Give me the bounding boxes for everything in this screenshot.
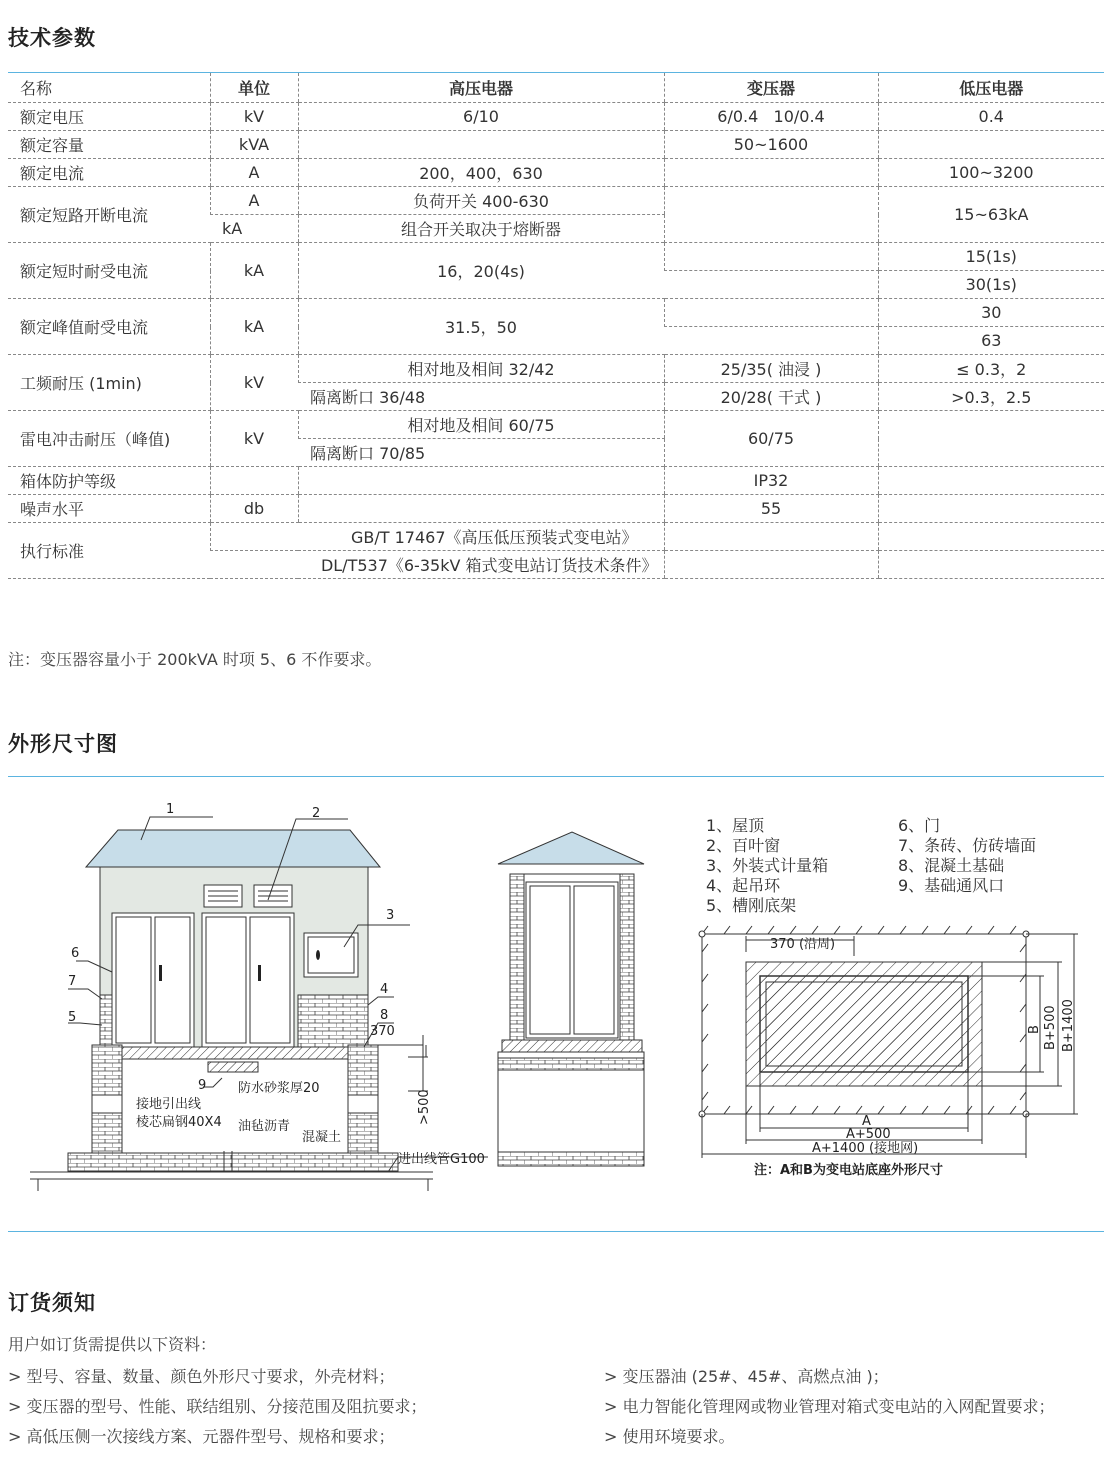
cell-name: 噪声水平 xyxy=(8,495,210,523)
legend-item: 8、混凝土基础 xyxy=(898,856,1005,875)
label-waterproof: 防水砂浆厚20 xyxy=(238,1081,320,1096)
plan-dim-a500: A+500 xyxy=(846,1127,891,1142)
cell-unit xyxy=(210,467,298,495)
side-brick-right xyxy=(620,874,634,1040)
cell-unit: kVA xyxy=(210,131,298,159)
callout-9: 9 xyxy=(198,1078,207,1093)
cell-lv xyxy=(878,551,1104,579)
cell-transformer xyxy=(664,551,878,579)
cell-name: 额定电压 xyxy=(8,103,210,131)
header-name: 名称 xyxy=(8,73,210,103)
cell-lv: 15(1s) xyxy=(878,243,1104,271)
legend-item: 9、基础通风口 xyxy=(898,876,1005,895)
cell-name: 额定容量 xyxy=(8,131,210,159)
table-row xyxy=(8,355,1104,383)
cell-transformer: 20/28( 干式 ) xyxy=(664,383,878,411)
legend-right xyxy=(898,816,1036,896)
label-flat-steel: 棱芯扁钢40X4 xyxy=(136,1115,222,1130)
cell-name: 箱体防护等级 xyxy=(8,467,210,495)
list-item: > 高低压侧一次接线方案、元器件型号、规格和要求； xyxy=(8,1427,395,1446)
label-ground-lead: 接地引出线 xyxy=(136,1097,202,1112)
callout-1: 1 xyxy=(166,802,175,817)
cell-transformer: IP32 xyxy=(664,467,878,495)
order-intro: 用户如订货需提供以下资料： xyxy=(8,1335,217,1354)
plan-dim-370: 370 (沿周) xyxy=(770,937,836,952)
cell-transformer xyxy=(664,523,878,551)
cell-unit: kA xyxy=(210,215,298,243)
cell-lv xyxy=(878,523,1104,551)
table-row xyxy=(8,495,1104,523)
cell-transformer xyxy=(664,159,878,187)
cell-hv: 隔离断口 70/85 xyxy=(298,439,664,467)
callout-7: 7 xyxy=(68,974,77,989)
vent-opening xyxy=(208,1062,258,1072)
cell-unit: db xyxy=(210,495,298,523)
table-row xyxy=(8,523,1104,551)
table-header-row xyxy=(8,73,1104,103)
list-item: > 使用环境要求。 xyxy=(604,1427,735,1446)
divider xyxy=(8,776,1104,777)
plan-note: 注：A和B为变电站底座外形尺寸 xyxy=(754,1163,943,1178)
header-unit: 单位 xyxy=(210,73,298,103)
section-title-order: 订货须知 xyxy=(8,1291,96,1315)
callout-2: 2 xyxy=(312,806,321,821)
cell-name: 额定峰值耐受电流 xyxy=(8,299,210,355)
plan-dim-b: B xyxy=(1027,1025,1042,1034)
plan-dim-a: A xyxy=(862,1114,871,1129)
cell-hv xyxy=(298,467,664,495)
table-row xyxy=(8,187,1104,215)
list-item: > 型号、容量、数量、颜色外形尺寸要求，外壳材料； xyxy=(8,1367,395,1386)
cell-hv: 负荷开关 400-630 xyxy=(298,187,664,215)
cell-hv: 相对地及相间 32/42 xyxy=(298,355,664,383)
list-item: > 变压器的型号、性能、联结组别、分接范围及阻抗要求； xyxy=(8,1397,427,1416)
cell-name: 雷电冲击耐压（峰值) xyxy=(8,411,210,467)
section-title-dimensions: 外形尺寸图 xyxy=(8,732,118,756)
plan-dim-b1400: B+1400 xyxy=(1061,999,1076,1052)
brick-wall xyxy=(298,995,368,1047)
callout-3: 3 xyxy=(386,908,395,923)
side-brick-left xyxy=(510,874,524,1040)
plan-dim-b500: B+500 xyxy=(1043,1005,1058,1050)
cell-hv xyxy=(298,131,664,159)
plan-dim-a1400: A+1400 (接地网) xyxy=(812,1141,919,1156)
list-item: > 变压器油 (25#、45#、高燃点油 )； xyxy=(604,1367,889,1386)
cell-lv: 0.4 xyxy=(878,103,1104,131)
table-row xyxy=(8,411,1104,439)
table-row xyxy=(8,159,1104,187)
cell-unit: A xyxy=(210,187,298,215)
cell-lv: 30(1s) xyxy=(878,271,1104,299)
cell-name: 额定短时耐受电流 xyxy=(8,243,210,299)
cell-lv: 15~63kA xyxy=(878,187,1104,243)
label-concrete: 混凝土 xyxy=(302,1130,342,1145)
cell-transformer xyxy=(664,187,878,243)
label-conduit: 进出线管G100 xyxy=(398,1152,485,1167)
cell-standard: GB/T 17467《高压低压预装式变电站》 xyxy=(210,523,664,551)
cell-unit: kV xyxy=(210,103,298,131)
callout-5: 5 xyxy=(68,1010,77,1025)
legend-left xyxy=(706,816,828,916)
side-elevation-drawing xyxy=(496,828,646,1178)
side-roof xyxy=(498,832,644,864)
cell-hv: 相对地及相间 60/75 xyxy=(298,411,664,439)
table-row xyxy=(8,243,1104,271)
cell-transformer: 6/0.4 10/0.4 xyxy=(664,103,878,131)
legend-item: 1、屋顶 xyxy=(706,816,765,835)
brick-wall xyxy=(100,995,112,1047)
callout-8: 8 xyxy=(380,1008,389,1023)
dim-500: >500 xyxy=(417,1089,432,1125)
cell-standard: DL/T537《6-35kV 箱式变电站订货技术条件》 xyxy=(210,551,664,579)
order-list-right xyxy=(604,1362,1055,1452)
table-row xyxy=(8,131,1104,159)
cell-hv: 隔离断口 36/48 xyxy=(298,383,664,411)
cell-lv xyxy=(878,495,1104,523)
table-row xyxy=(8,467,1104,495)
cell-unit: kV xyxy=(210,355,298,411)
cell-transformer xyxy=(664,299,878,327)
table-note: 注：变压器容量小于 200kVA 时项 5、6 不作要求。 xyxy=(8,650,382,669)
divider xyxy=(8,1231,1104,1232)
cell-transformer: 55 xyxy=(664,495,878,523)
cell-lv xyxy=(878,411,1104,467)
cell-lv: >0.3，2.5 xyxy=(878,383,1104,411)
dim-370: 370 xyxy=(370,1024,395,1039)
plan-view-drawing xyxy=(694,922,1094,1184)
order-list-left xyxy=(8,1362,427,1452)
cell-unit: kA xyxy=(210,299,298,355)
cell-hv: 6/10 xyxy=(298,103,664,131)
cell-unit: A xyxy=(210,159,298,187)
cell-hv: 16，20(4s) xyxy=(298,243,664,299)
cell-lv: 63 xyxy=(878,327,1104,355)
label-felt: 油毡沥青 xyxy=(238,1119,291,1134)
table-row xyxy=(8,103,1104,131)
cell-lv: ≤ 0.3，2 xyxy=(878,355,1104,383)
callout-4: 4 xyxy=(380,982,389,997)
legend-item: 2、百叶窗 xyxy=(706,836,781,855)
spec-table xyxy=(8,72,1104,579)
legend-item: 7、条砖、仿砖墙面 xyxy=(898,836,1037,855)
base-frame xyxy=(108,1047,360,1059)
roof-shape xyxy=(86,830,380,867)
cell-transformer: 25/35( 油浸 ) xyxy=(664,355,878,383)
cell-name: 额定短路开断电流 xyxy=(8,187,210,243)
cell-transformer xyxy=(664,327,878,355)
cell-transformer: 50~1600 xyxy=(664,131,878,159)
ground-slab xyxy=(68,1153,398,1171)
cell-unit: kV xyxy=(210,411,298,467)
cell-name: 额定电流 xyxy=(8,159,210,187)
cell-name: 工频耐压 (1min) xyxy=(8,355,210,411)
header-lv: 低压电器 xyxy=(878,73,1104,103)
legend-item: 6、门 xyxy=(898,816,941,835)
cell-transformer xyxy=(664,271,878,299)
cell-lv xyxy=(878,131,1104,159)
header-transformer: 变压器 xyxy=(664,73,878,103)
cell-hv: 200，400，630 xyxy=(298,159,664,187)
cell-name: 执行标准 xyxy=(8,523,210,579)
cell-transformer: 60/75 xyxy=(664,411,878,467)
cell-lv xyxy=(878,467,1104,495)
table-row xyxy=(8,299,1104,327)
legend-item: 5、槽刚底架 xyxy=(706,896,797,915)
legend-item: 4、起吊环 xyxy=(706,876,781,895)
cell-hv: 组合开关取决于熔断器 xyxy=(298,215,664,243)
cell-lv: 30 xyxy=(878,299,1104,327)
cell-unit: kA xyxy=(210,243,298,299)
cell-transformer xyxy=(664,243,878,271)
front-elevation-drawing xyxy=(28,795,498,1205)
cell-hv xyxy=(298,495,664,523)
callout-6: 6 xyxy=(71,946,80,961)
legend-item: 3、外装式计量箱 xyxy=(706,856,829,875)
section-title-spec: 技术参数 xyxy=(8,26,96,50)
header-hv: 高压电器 xyxy=(298,73,664,103)
cell-hv: 31.5，50 xyxy=(298,299,664,355)
cell-lv: 100~3200 xyxy=(878,159,1104,187)
list-item: > 电力智能化管理网或物业管理对箱式变电站的入网配置要求； xyxy=(604,1397,1055,1416)
